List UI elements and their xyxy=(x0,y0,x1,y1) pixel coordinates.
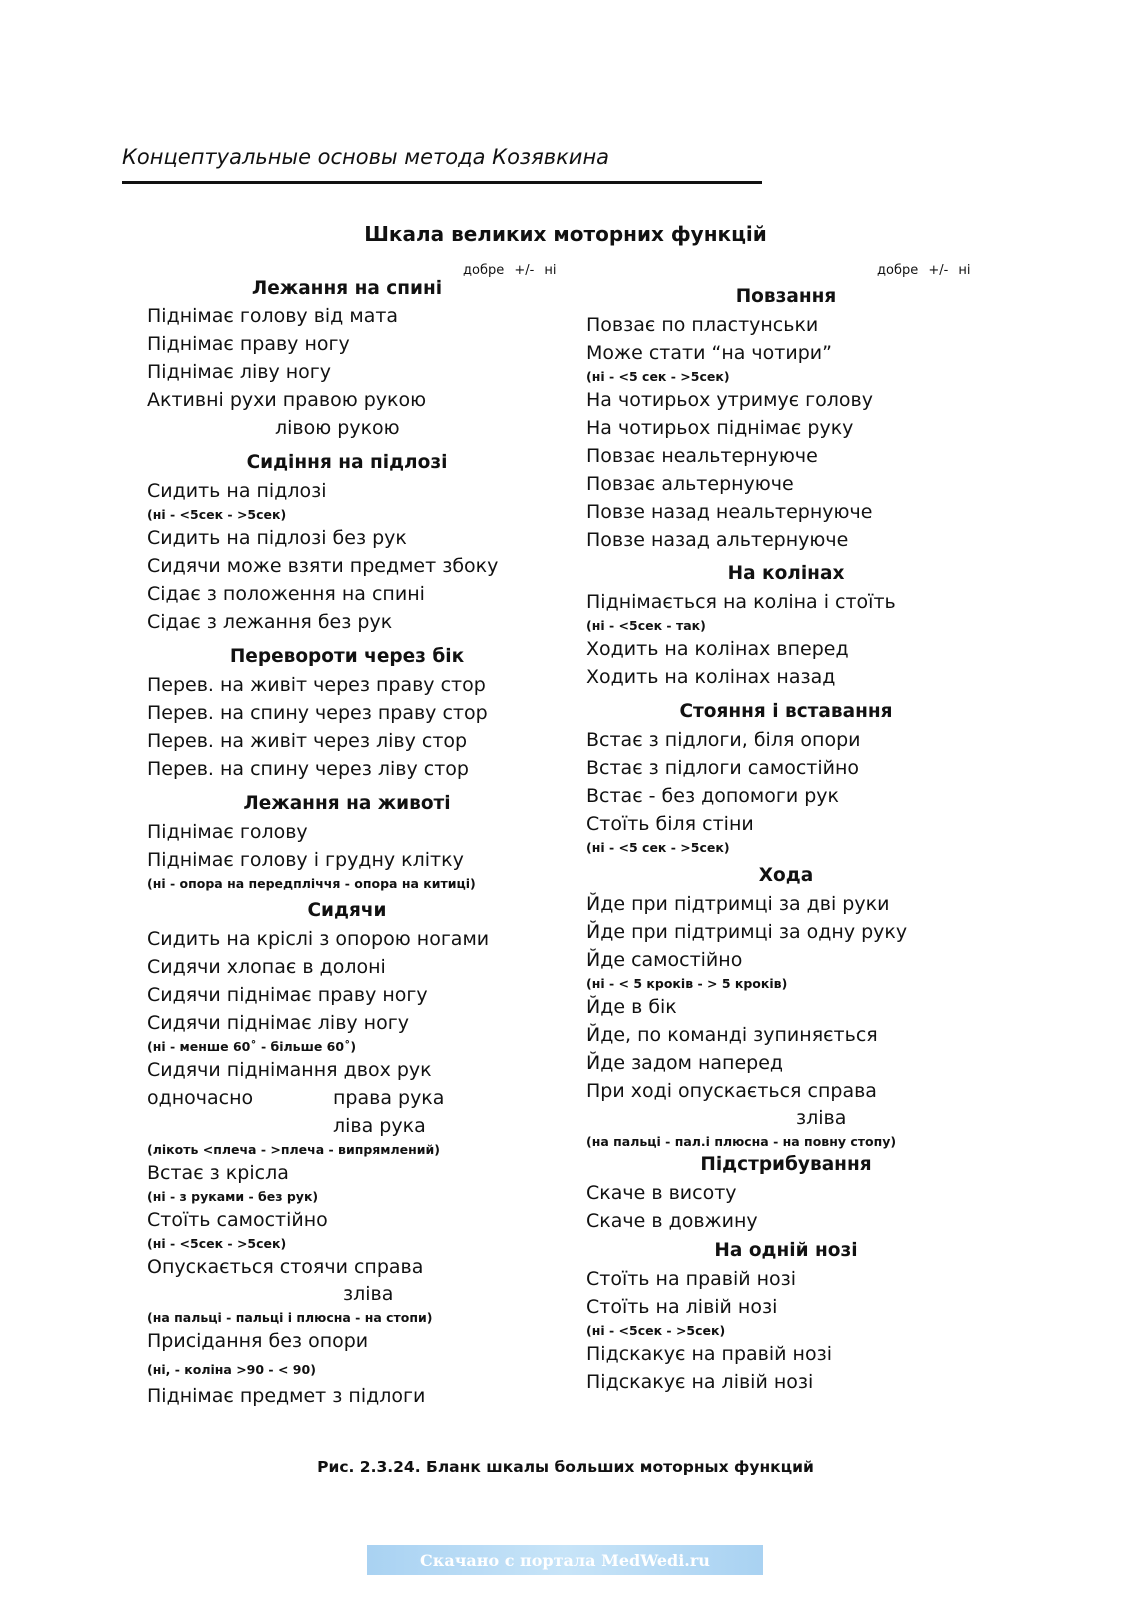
scale-item: Підскакує на лівій нозі xyxy=(586,1371,814,1393)
scale-item: Сидить на кріслі з опорою ногами xyxy=(147,928,490,950)
scale-item: Скаче в висоту xyxy=(586,1182,737,1204)
section-title: На одній нозі xyxy=(714,1240,858,1261)
scale-item: Йде при підтримці за дві руки xyxy=(586,893,890,915)
scale-item: Йде, по команді зупиняється xyxy=(586,1024,878,1046)
scale-item: Сидить на підлозі xyxy=(147,480,327,502)
section-title: Сидіння на підлозі xyxy=(246,452,448,473)
section-title: Підстрибування xyxy=(700,1154,872,1175)
scale-item: Присідання без опори xyxy=(147,1330,369,1352)
section-title: На колінах xyxy=(727,563,845,584)
scale-item: Піднімається на коліна і стоїть xyxy=(586,591,896,613)
scale-item: Підскакує на правій нозі xyxy=(586,1343,832,1365)
scale-item: Ходить на колінах назад xyxy=(586,666,836,688)
scale-item: Скаче в довжину xyxy=(586,1210,758,1232)
scale-item: Піднімає голову від мата xyxy=(147,305,399,327)
scale-item: На чотирьох піднімає руку xyxy=(586,417,854,439)
scale-item: На чотирьох утримує голову xyxy=(586,389,873,411)
scale-hint: (ні - <5сек - >5сек) xyxy=(147,507,287,522)
section-title: Лежання на спині xyxy=(251,278,443,299)
scale-item: Йде при підтримці за одну руку xyxy=(586,921,908,943)
scale-item: Ходить на колінах вперед xyxy=(586,638,849,660)
section-title: Стояння і вставання xyxy=(679,701,893,722)
scale-item: Встає з підлоги самостійно xyxy=(586,757,860,779)
scale-item: Піднімає ліву ногу xyxy=(147,361,332,383)
scale-hint: (ні - <5сек - >5сек) xyxy=(586,1323,726,1338)
scale-item: Встає з підлоги, біля опори xyxy=(586,729,861,751)
scale-item: Активні рухи правою рукою xyxy=(147,389,427,411)
section-title: Лежання на животі xyxy=(243,793,451,814)
scale-item: Сидячи може взяти предмет збоку xyxy=(147,555,499,577)
scale-hint: (лікоть <плеча - >плеча - випрямлений) xyxy=(147,1142,441,1157)
scale-item: зліва xyxy=(796,1107,847,1129)
scale-item: Повзає альтернуюче xyxy=(586,473,794,495)
scale-item: Може стати “на чотири” xyxy=(586,342,832,364)
scale-item: Перев. на живіт через ліву стор xyxy=(147,730,468,752)
scale-item: лівою рукою xyxy=(275,417,400,439)
scale-item: При ході опускається справа xyxy=(586,1080,877,1102)
scale-item: одночасно xyxy=(147,1087,254,1109)
scale-item: права рука xyxy=(333,1087,445,1109)
scale-header-right: добре +/- ні xyxy=(877,263,971,278)
scale-item: Встає - без допомоги рук xyxy=(586,785,840,807)
scale-item: Сидить на підлозі без рук xyxy=(147,527,407,549)
scale-hint: (ні - з руками - без рук) xyxy=(147,1189,319,1204)
scale-item: Перев. на живіт через праву стор xyxy=(147,674,486,696)
scale-item: Піднімає голову і грудну клітку xyxy=(147,849,464,871)
scale-item: Повзає по пластунськи xyxy=(586,314,819,336)
scale-item: Йде самостійно xyxy=(586,949,743,971)
scale-hint: (ні - <5 сек - >5сек) xyxy=(586,840,730,855)
scale-item: Піднімає голову xyxy=(147,821,308,843)
scale-hint: (ні - < 5 кроків - > 5 кроків) xyxy=(586,976,788,991)
section-title: Перевороти через бік xyxy=(229,646,465,667)
scale-hint: (ні - <5сек - так) xyxy=(586,618,706,633)
scale-item: Опускається стоячи справа xyxy=(147,1256,424,1278)
scale-item: Піднімає праву ногу xyxy=(147,333,350,355)
scale-item: Стоїть на лівій нозі xyxy=(586,1296,778,1318)
section-title: Повзання xyxy=(735,286,837,307)
scale-item: Піднімає предмет з підлоги xyxy=(147,1385,426,1407)
scale-hint: (на пальці - пальці і плюсна - на стопи) xyxy=(147,1310,433,1325)
watermark-text: Скачано с портала MedWedi.ru xyxy=(420,1550,710,1570)
scale-item: Повзає неальтернуюче xyxy=(586,445,818,467)
section-title: Хода xyxy=(758,865,814,886)
form-title: Шкала великих моторних функцій xyxy=(364,222,767,246)
watermark-banner xyxy=(367,1545,763,1575)
scale-hint: (ні - опора на передпліччя - опора на китиці) xyxy=(147,876,476,891)
scale-hint: (на пальці - пал.і плюсна - на повну стопу) xyxy=(586,1134,897,1149)
scale-item: Сидячи піднімання двох рук xyxy=(147,1059,432,1081)
scale-item: Сідає з положення на спині xyxy=(147,583,425,605)
scale-item: Перев. на спину через праву стор xyxy=(147,702,488,724)
scale-header-left: добре +/- ні xyxy=(463,263,557,278)
scale-item: Повзе назад неальтернуюче xyxy=(586,501,873,523)
scale-item: Стоїть на правій нозі xyxy=(586,1268,797,1290)
scale-item: Йде задом наперед xyxy=(586,1052,784,1074)
scale-item: Повзе назад альтернуюче xyxy=(586,529,849,551)
scale-hint: (ні - менше 60˚ - більше 60˚) xyxy=(147,1039,357,1054)
scale-hint: (ні - <5сек - >5сек) xyxy=(147,1236,287,1251)
scale-hint: (ні, - коліна >90 - < 90) xyxy=(147,1362,316,1377)
scale-hint: (ні - <5 сек - >5сек) xyxy=(586,369,730,384)
scale-item: Сидячи піднімає ліву ногу xyxy=(147,1012,409,1034)
scale-item: Встає з крісла xyxy=(147,1162,289,1184)
scale-item: Перев. на спину через ліву стор xyxy=(147,758,469,780)
figure-caption: Рис. 2.3.24. Бланк шкалы больших моторных функций xyxy=(317,1458,814,1476)
scale-item: ліва рука xyxy=(333,1115,426,1137)
section-title: Сидячи xyxy=(307,900,387,921)
scale-item: Стоїть біля стіни xyxy=(586,813,754,835)
scale-item: Сидячи хлопає в долоні xyxy=(147,956,386,978)
scale-item: Йде в бік xyxy=(586,996,677,1018)
scale-item: Сидячи піднімає праву ногу xyxy=(147,984,428,1006)
running-head: Концептуальные основы метода Козявкина xyxy=(122,145,610,169)
scale-item: Стоїть самостійно xyxy=(147,1209,328,1231)
scale-item: Сідає з лежання без рук xyxy=(147,611,393,633)
header-rule xyxy=(122,181,762,184)
scale-item: зліва xyxy=(343,1283,394,1305)
